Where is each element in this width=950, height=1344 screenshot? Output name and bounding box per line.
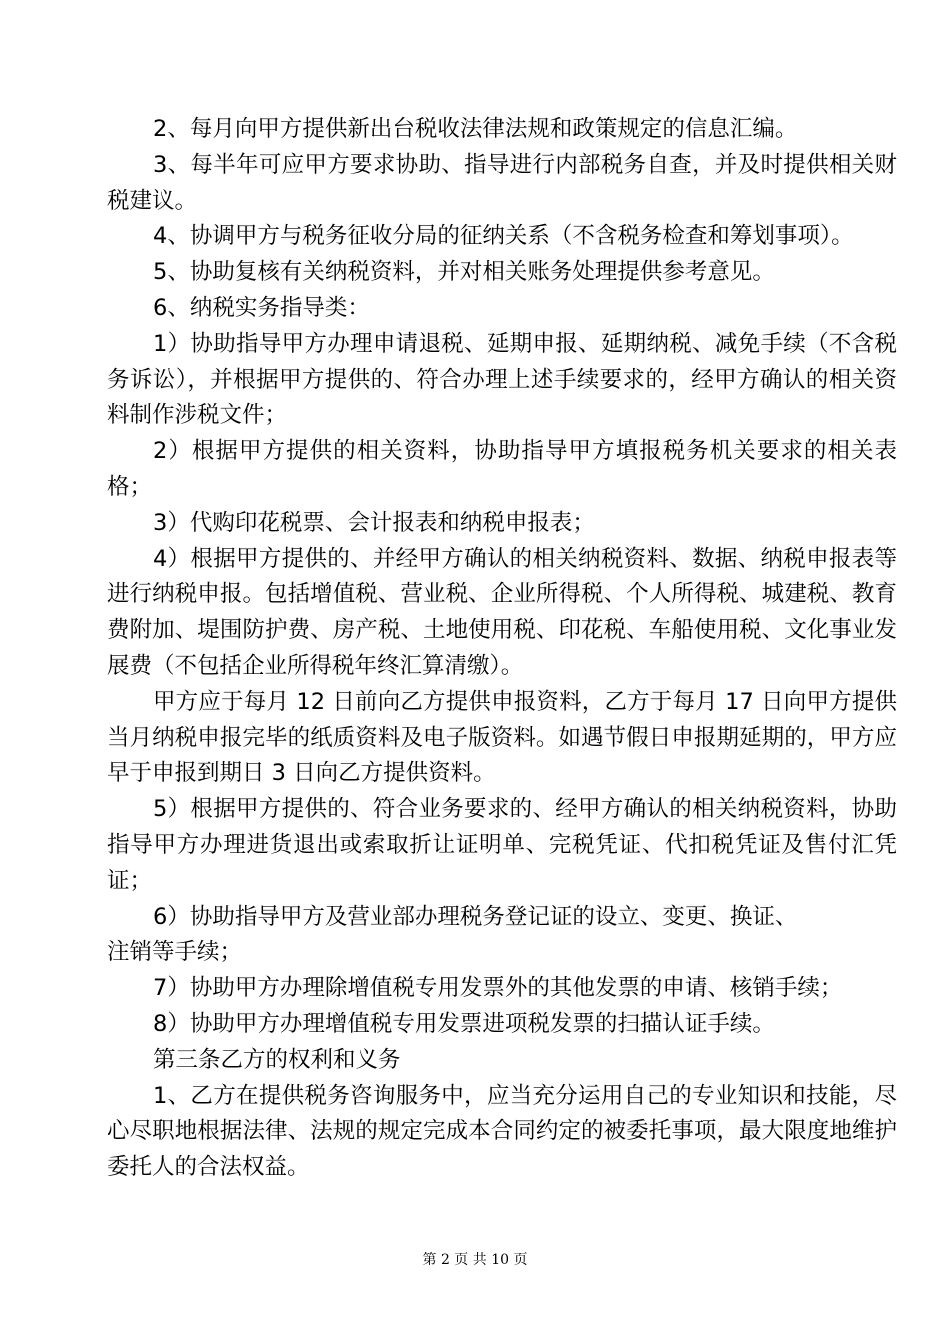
paragraph: 注销等手续；	[107, 939, 243, 966]
section-heading: 第三条乙方的权利和义务	[153, 1046, 401, 1073]
paragraph: 1）协助指导甲方办理申请退税、延期申报、延期纳税、减免手续（不含税务诉讼），并根据甲方提供的、符合办理上述手续要求的，经甲方确认的相关资料制作涉税文件；	[107, 330, 897, 429]
paragraph: 4、协调甲方与税务征收分局的征纳关系（不含税务检查和筹划事项）。	[153, 223, 854, 250]
paragraph: 7）协助甲方办理除增值税专用发票外的其他发票的申请、核销手续；	[153, 975, 843, 1002]
paragraph: 甲方应于每月 12 日前向乙方提供申报资料，乙方于每月 17 日向甲方提供当月纳税申报完毕的纸质资料及电子版资料。如遇节假日申报期延期的，甲方应早于申报到期日 3 日向乙方提供资料。	[107, 688, 897, 787]
document-body	[107, 112, 897, 1186]
paragraph: 4）根据甲方提供的、并经甲方确认的相关纳税资料、数据、纳税申报表等进行纳税申报。包括增值税、营业税、企业所得税、个人所得税、城建税、教育费附加、堤围防护费、房产税、土地使用税、印花税、车船使用税、文化事业发展费（不包括企业所得税年终汇算清缴）。	[107, 545, 897, 679]
paragraph: 6）协助指导甲方及营业部办理税务登记证的设立、变更、换证、	[153, 903, 798, 930]
paragraph: 2）根据甲方提供的相关资料，协助指导甲方填报税务机关要求的相关表格；	[107, 438, 897, 500]
paragraph: 5、协助复核有关纳税资料，并对相关账务处理提供参考意见。	[153, 259, 775, 286]
paragraph: 1、乙方在提供税务咨询服务中，应当充分运用自己的专业知识和技能，尽心尽职地根据法律、法规的规定完成本合同约定的被委托事项，最大限度地维护委托人的合法权益。	[107, 1082, 897, 1181]
paragraph: 3、每半年可应甲方要求协助、指导进行内部税务自查，并及时提供相关财税建议。	[107, 151, 897, 214]
page-number: 第 2 页 共 10 页	[422, 1252, 528, 1268]
paragraph: 2、每月向甲方提供新出台税收法律法规和政策规定的信息汇编。	[153, 116, 798, 142]
paragraph: 6、纳税实务指导类：	[153, 294, 370, 321]
paragraph: 3）代购印花税票、会计报表和纳税申报表；	[153, 509, 595, 536]
paragraph: 8）协助甲方办理增值税专用发票进项税发票的扫描认证手续。	[153, 1010, 775, 1037]
page-footer	[0, 1250, 950, 1270]
paragraph: 5）根据甲方提供的、符合业务要求的、经甲方确认的相关纳税资料，协助指导甲方办理进货退出或索取折让证明单、完税凭证、代扣税凭证及售付汇凭证；	[107, 796, 897, 894]
